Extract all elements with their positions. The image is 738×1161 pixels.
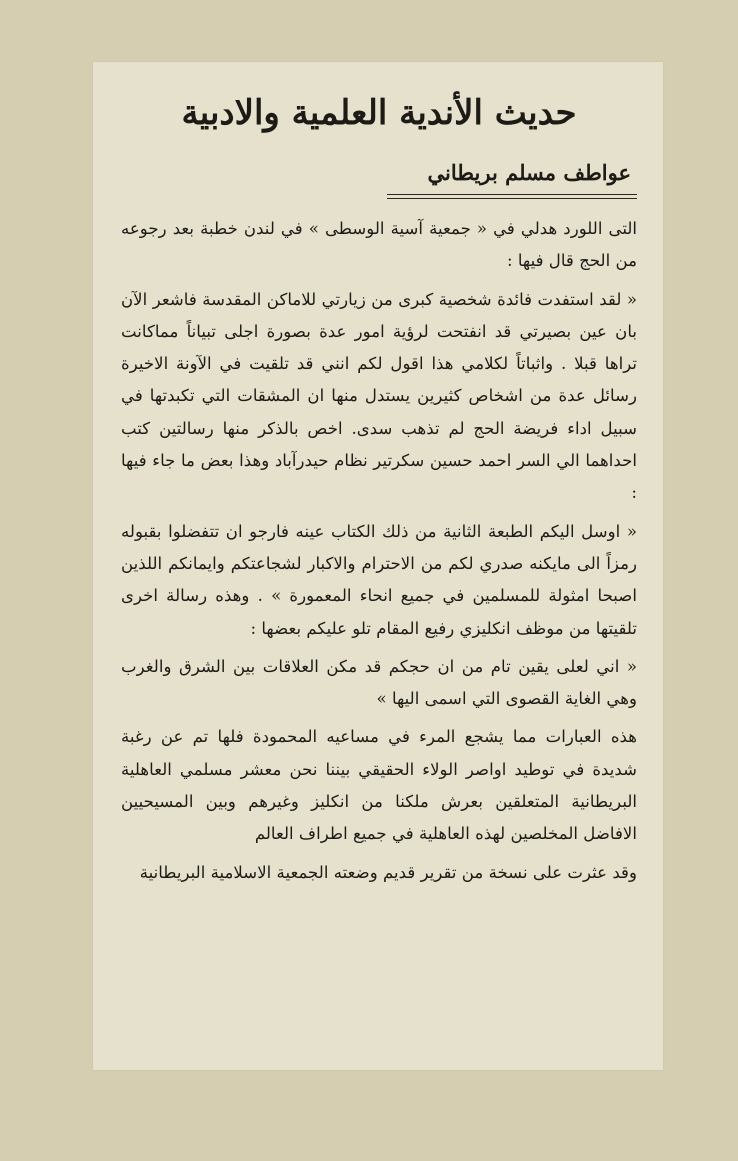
paragraph: وقد عثرت على نسخة من تقرير قديم وضعته الجمعية الاسلامية البريطانية — [139, 862, 637, 882]
paragraph: « لقد استفدت فائدة شخصية كبرى من زيارتي للاماكن المقدسة فاشعر الآن بان عين بصيرتي قد انفتحت لرؤية امور عدة بصورة اجلى تبياناً مماكانت تراها قبلا . واثباتاً لكلامي هذا اقول لكم انني قد تلقيت في الآونة الاخيرة رسائل عدة من اشخاص كثيرين يستدل منها ان المشقات التي تكبدتها في سبيل اداء فريضة الحج لم تذهب سدى. اخص بالذكر منها رسالتين كتب احداهما الي السر احمد حسين سكرتير نظام حيدرآباد وهذا بعض ما جاء فيها : — [121, 289, 637, 503]
paragraph: التى اللورد هدلي في « جمعية آسية الوسطى » في لندن خطبة بعد رجوعه من الحج قال فيها : — [121, 219, 637, 271]
article-subtitle: عواطف مسلم بريطاني — [427, 160, 631, 185]
document-page — [93, 62, 663, 1070]
paragraph: « اني لعلى يقين تام من ان حجكم قد مكن العلاقات بين الشرق والغرب وهي الغاية القصوى التي اسمى اليها » — [121, 656, 637, 709]
article — [121, 90, 637, 889]
article-title: حديث الأندية العلمية والادبية — [181, 93, 577, 133]
paragraph: هذه العبارات مما يشجع المرء في مساعيه المحمودة فلها تم عن رغبة شديدة في توطيد اواصر الولاء الحقيقي بيننا نحن معشر مسلمي العاهلية البريطانية المتعلقين بعرش ملكنا من انكليز وغيرهم وبين المسيحيين الافاضل المخلصين لهذه العاهلية في جميع اطراف العالم — [121, 727, 637, 844]
article-body — [121, 213, 637, 889]
rule-line — [387, 198, 637, 199]
subtitle-double-rule — [387, 194, 637, 199]
rule-line — [387, 194, 637, 195]
paragraph: « اوسل اليكم الطبعة الثانية من ذلك الكتاب عينه فارجو ان تتفضلوا بقبوله رمزاً الى مايكنه صدري لكم من الاحترام والاكبار لشجاعتكم وايمانكم اللذين اصبحا امثولة للمسلمين في جميع انحاء المعمورة » . وهذه رسالة اخرى تلقيتها من موظف انكليزي رفيع المقام تلو عليكم بعضها : — [121, 521, 637, 638]
